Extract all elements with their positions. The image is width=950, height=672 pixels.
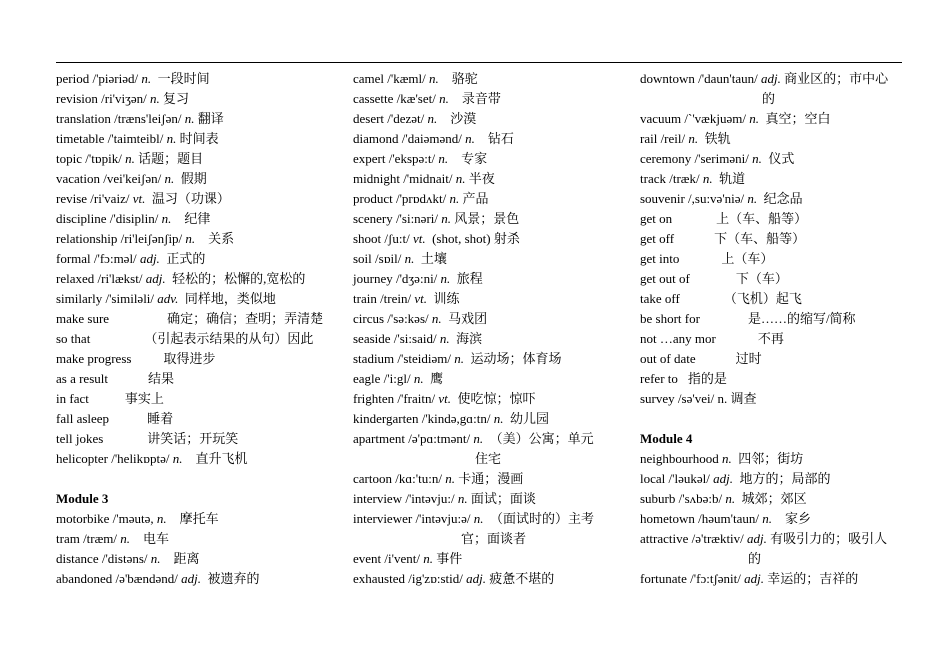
vocab-entry [640,309,910,329]
vocab-entry [56,149,346,169]
vocab-definition: 纪律 [171,211,211,226]
vocab-entry [640,469,910,489]
vocab-definition: 过时 [735,351,762,366]
part-of-speech: n. [150,551,161,566]
vocab-definition: 纪念品 [757,191,803,206]
vocab-term: relaxed /ri'lækst/ [56,271,146,286]
vocab-term: neighbourhood [640,451,722,466]
part-of-speech: vt. [132,191,146,206]
vocab-entry [56,109,346,129]
vocab-term: revise /ri'vaiz/ [56,191,133,206]
vocab-entry [56,389,346,409]
part-of-speech: adj. [713,471,733,486]
vocab-entry [353,509,631,529]
vocab-definition: 风景；景色 [451,211,520,226]
vocab-entry [56,329,346,349]
module-heading: Module 3 [56,491,109,506]
vocab-term: in fact [56,391,89,406]
vocab-entry [640,389,910,409]
vocab-definition: 录音带 [448,91,501,106]
vocab-definition: 话题；题目 [134,151,204,166]
part-of-speech: n. [156,511,167,526]
vocab-definition: 同样地，类似地 [178,291,276,306]
vocab-entry [56,529,346,549]
part-of-speech: n. [762,511,772,526]
vocab-entry [353,329,631,349]
vocab-entry [56,449,346,469]
part-of-speech: n. [439,91,449,106]
vocab-entry [353,369,631,389]
part-of-speech: n. [441,211,452,226]
vocab-term: so that [56,331,91,346]
vocab-entry [353,149,631,169]
part-of-speech: n. [449,191,460,206]
part-of-speech: vt. [438,391,452,406]
part-of-speech: n. [141,71,152,86]
part-of-speech: n. [752,151,762,166]
part-of-speech: n. [184,111,195,126]
vocab-entry [640,269,910,289]
vocab-definition: 被遗弃的 [200,571,260,586]
vocab-entry [640,349,910,369]
vocab-term: revision /ri'viʒən/ [56,91,151,106]
vocab-definition: 仪式 [761,151,795,166]
vocab-term: make progress [56,351,132,366]
vocab-entry [353,129,631,149]
vocab-definition: 睡着 [147,411,174,426]
vocab-entry [640,369,910,389]
vocab-term: vacuum /`'vækjuəm/ [640,111,750,126]
vocab-entry [353,169,631,189]
vocab-definition: 骆驼 [438,71,478,86]
vocab-entry [56,209,346,229]
vocab-entry [353,289,631,309]
part-of-speech: adj. [139,251,160,266]
vocab-definition: 关系 [195,231,235,246]
vocab-entry [640,249,910,269]
part-of-speech: adj. [145,271,166,286]
vocab-entry [56,169,346,189]
vocab-entry [640,289,910,309]
vocab-entry [56,349,346,369]
vocab-definition: 距离 [160,551,200,566]
vocab-entry [353,229,631,249]
part-of-speech: n. [429,71,439,86]
vocab-definition: 真空；空白 [758,111,831,126]
vocab-term: seaside /'si:said/ [353,331,440,346]
vocab-definition: 有吸引力的；吸引人 [766,531,888,546]
vocab-entry [56,549,346,569]
part-of-speech: n. [423,551,433,566]
vocab-entry [56,409,346,429]
vocab-term: motorbike /'məutə, [56,511,157,526]
vocab-entry [353,309,631,329]
vocab-definition: 复习 [159,91,190,106]
vocab-definition: 专家 [448,151,488,166]
vocab-entry [640,169,910,189]
vocab-column-2 [353,69,631,589]
vocab-term: expert /'ekspə:t/ [353,151,439,166]
vocab-term: ceremony /'seriməni/ [640,151,753,166]
part-of-speech: vt. [412,231,426,246]
vocab-definition: 事件 [432,551,463,566]
vocab-entry [640,509,910,529]
vocab-definition: 一段时间 [151,71,210,86]
part-of-speech: n. [172,451,183,466]
part-of-speech: adj. [744,571,765,586]
vocab-term: cartoon /kɑ:'tu:n/ [353,471,446,486]
vocab-term: out of date [640,351,696,366]
part-of-speech: n. [747,191,758,206]
vocab-definition: 家乡 [771,511,811,526]
vocab-definition: 土壤 [414,251,447,266]
part-of-speech: n. [439,331,450,346]
top-rule [56,62,902,63]
vocab-definition: 不再 [757,331,784,346]
vocab-definition: 运动场；体育场 [464,351,562,366]
vocab-definition: 假期 [174,171,207,186]
vocab-term: make sure [56,311,110,326]
part-of-speech: n. [164,171,175,186]
vocab-entry [56,189,346,209]
vocab-definition: 结果 [147,371,174,386]
vocab-entry [640,229,910,249]
vocab-definition: 商业区的；市中心 [780,71,889,86]
vocab-entry [640,209,910,229]
part-of-speech: n. [749,111,759,126]
vocab-term: not …any mor [640,331,716,346]
vocab-entry [353,209,631,229]
part-of-speech: n. [161,211,172,226]
vocab-entry [640,529,910,549]
vocab-term: journey /'dʒə:ni/ [353,271,441,286]
vocab-term: midnight /'midnait/ [353,171,456,186]
part-of-speech: n. [688,131,699,146]
vocab-term: downtown /'daun'taun/ [640,71,761,86]
vocab-definition: 时间表 [176,131,219,146]
part-of-speech: n. [185,231,196,246]
part-of-speech: n. [427,111,438,126]
vocab-definition: 使吃惊；惊吓 [451,391,536,406]
vocab-definition-continued: 官；面谈者 [461,531,527,546]
vocab-term: get on [640,211,673,226]
spacer [640,409,910,429]
vocab-definition: (shot, shot) 射杀 [425,231,520,246]
vocab-term: distance /'distəns/ [56,551,151,566]
vocab-entry [353,489,631,509]
vocab-term: take off [640,291,680,306]
vocab-term: helicopter /'helikɒptə/ [56,451,173,466]
part-of-speech: n. [465,131,475,146]
vocab-entry [56,429,346,449]
vocab-definition: 幸运的；吉祥的 [764,571,859,586]
vocab-entry [640,109,910,129]
part-of-speech: n. [455,171,466,186]
vocab-term: abandoned /ə'bændənd/ [56,571,182,586]
vocab-definition: 面试；面谈 [467,491,536,506]
vocab-definition: 上（车、船等） [716,211,808,226]
vocab-definition: 温习（功课） [145,191,230,206]
vocab-term: translation /træns'leiʃən/ [56,111,185,126]
vocab-term: interview /'intəvju:/ [353,491,458,506]
vocab-entry [640,149,910,169]
vocab-entry [56,89,346,109]
part-of-speech: n. [440,271,451,286]
vocab-term: vacation /vei'keiʃən/ [56,171,165,186]
vocab-term: relationship /ri'leiʃənʃip/ [56,231,186,246]
part-of-speech: adj. [747,531,767,546]
vocab-entry [56,569,346,589]
vocab-definition: 海滨 [449,331,483,346]
vocab-definition: 电车 [130,531,170,546]
vocab-entry [353,469,631,489]
spacer [56,469,346,489]
vocab-term: similarly /'similəli/ [56,291,158,306]
part-of-speech: n. [454,351,465,366]
vocab-entry [353,349,631,369]
vocab-term: product /'prɒdʌkt/ [353,191,450,206]
vocab-entry [353,549,631,569]
vocab-definition: 摩托车 [166,511,219,526]
vocab-term: refer to [640,371,678,386]
vocab-definition-continued: 的 [762,91,776,106]
vocab-definition: （面试时的）主考 [483,511,595,526]
vocab-entry [353,189,631,209]
vocab-definition: 指的是 [687,371,727,386]
part-of-speech: n. [413,371,424,386]
vocab-term: frighten /'fraitn/ [353,391,439,406]
part-of-speech: n. [721,451,732,466]
vocab-entry [353,569,631,589]
vocab-definition: 事实上 [124,391,164,406]
vocab-definition: 疲惫不堪的 [486,571,555,586]
vocab-term: train /trein/ [353,291,415,306]
vocab-definition: 沙漠 [437,111,477,126]
vocab-term: suburb /'sʌbə:b/ [640,491,726,506]
vocab-definition: 产品 [459,191,489,206]
vocab-term: kindergarten /'kində,gɑ:tn/ [353,411,494,426]
vocab-entry [640,189,910,209]
vocab-entry [56,229,346,249]
vocab-term: soil /sɒil/ [353,251,405,266]
vocab-column-3 [640,69,910,589]
vocab-term: be short for [640,311,700,326]
vocab-term: desert /'dezət/ [353,111,428,126]
vocab-term: hometown /həum'taun/ [640,511,763,526]
vocab-definition: 正式的 [159,251,206,266]
vocab-term: track /træk/ [640,171,703,186]
vocab-definition: 确定；确信；查明；弄清楚 [167,311,324,326]
vocab-entry [640,129,910,149]
vocab-definition: 下（车、船等） [714,231,806,246]
vocab-term: tell jokes [56,431,104,446]
vocab-term: formal /'fɔ:məl/ [56,251,140,266]
vocab-term: cassette /kæ'set/ [353,91,440,106]
vocab-definition: （美）公寓；单元 [483,431,594,446]
vocab-term: period /'piəriəd/ [56,71,142,86]
vocab-definition: 半夜 [465,171,495,186]
vocab-definition: 城郊；郊区 [735,491,807,506]
vocab-entry [56,69,346,89]
part-of-speech: n. [125,151,135,166]
vocab-definition: 翻译 [194,111,224,126]
vocab-entry [353,109,631,129]
vocab-definition: 幼儿园 [503,411,549,426]
vocab-term: diamond /'daiəmənd/ [353,131,466,146]
vocab-term: get off [640,231,675,246]
vocab-entry [353,389,631,409]
vocab-entry [640,489,910,509]
vocab-definition: 上（车） [721,251,774,266]
part-of-speech: n. [457,491,468,506]
vocab-definition: 直升飞机 [182,451,248,466]
vocab-term: souvenir /,su:və'niə/ [640,191,748,206]
vocab-definition: 轨道 [712,171,746,186]
vocab-term: stadium /'steidiəm/ [353,351,455,366]
part-of-speech: n. [473,511,484,526]
vocab-entry [640,69,910,89]
part-of-speech: vt. [414,291,428,306]
vocab-term: camel /'kæml/ [353,71,429,86]
vocab-definition-continued: 住宅 [475,451,502,466]
vocab-entry [56,509,346,529]
vocab-definition: 铁轨 [698,131,731,146]
vocab-entry [640,449,910,469]
vocab-definition-continued: 的 [748,551,762,566]
vocab-entry [353,269,631,289]
vocab-definition: 鹰 [423,371,444,386]
vocab-entry [353,89,631,109]
part-of-speech: adj. [181,571,201,586]
vocab-entry [353,69,631,89]
vocab-term: as a result [56,371,108,386]
part-of-speech: n. [725,491,736,506]
vocab-term: topic /'tɒpik/ [56,151,126,166]
vocab-term: rail /reil/ [640,131,689,146]
vocab-column-1 [56,69,346,589]
vocab-term: fall asleep [56,411,110,426]
vocab-definition: 讲笑话；开玩笑 [147,431,239,446]
vocab-definition: 卡通；漫画 [454,471,524,486]
part-of-speech: n. [166,131,177,146]
vocab-definition: 钻石 [474,131,514,146]
vocab-term: interviewer /'intəvju:ə/ [353,511,474,526]
part-of-speech: n. [120,531,131,546]
vocab-entry [56,289,346,309]
part-of-speech: n. [404,251,415,266]
vocab-entry [56,249,346,269]
part-of-speech: adj. [760,71,781,86]
vocab-definition: （飞机）起飞 [723,291,802,306]
vocab-entry [56,369,346,389]
part-of-speech: adj. [466,571,486,586]
module-heading: Module 4 [640,431,693,446]
vocab-entry [353,429,631,449]
vocab-definition: （引起表示结果的从句）因此 [144,331,314,346]
part-of-speech: adv. [157,291,179,306]
vocab-term: tram /træm/ [56,531,121,546]
part-of-speech: n. [493,411,504,426]
vocab-definition: 轻松的；松懈的,宽松的 [165,271,306,286]
part-of-speech: n. [431,311,442,326]
vocab-term: exhausted /ig'zɒ:stid/ [353,571,467,586]
vocab-definition: 地方的；局部的 [732,471,831,486]
vocab-term: timetable /'taimteibl/ [56,131,167,146]
vocab-term: shoot /ʃu:t/ [353,231,413,246]
vocab-definition: 四邻；街坊 [731,451,804,466]
part-of-speech: n. [445,471,455,486]
vocab-entry [56,129,346,149]
vocab-term: circus /'sə:kəs/ [353,311,432,326]
vocab-term: discipline /'disiplin/ [56,211,162,226]
vocab-definition: n. 调查 [717,391,757,406]
part-of-speech: n. [438,151,449,166]
vocab-term: get into [640,251,680,266]
vocab-entry [640,569,910,589]
vocab-entry [56,269,346,289]
part-of-speech: n. [702,171,713,186]
vocab-term: local /'ləukəl/ [640,471,714,486]
vocab-term: attractive /ə'træktiv/ [640,531,748,546]
vocab-definition: 旅程 [450,271,483,286]
vocab-entry [640,329,910,349]
vocab-term: fortunate /'fɔ:tʃənit/ [640,571,745,586]
vocab-term: event /i'vent/ [353,551,424,566]
vocab-term: eagle /'i:gl/ [353,371,414,386]
part-of-speech: n. [150,91,160,106]
vocab-definition: 是……的缩写/简称 [747,311,856,326]
vocab-term: scenery /'si:nəri/ [353,211,442,226]
part-of-speech: n. [473,431,484,446]
vocab-term: survey /sə'vei/ [640,391,718,406]
vocab-term: apartment /ə'pɑ:tmənt/ [353,431,474,446]
vocab-entry [56,309,346,329]
vocab-definition: 下（车） [735,271,788,286]
vocab-definition: 取得进步 [163,351,216,366]
vocab-entry [353,249,631,269]
vocab-definition: 马戏团 [441,311,488,326]
vocab-entry [353,409,631,429]
vocab-definition: 训练 [427,291,460,306]
vocab-term: get out of [640,271,690,286]
